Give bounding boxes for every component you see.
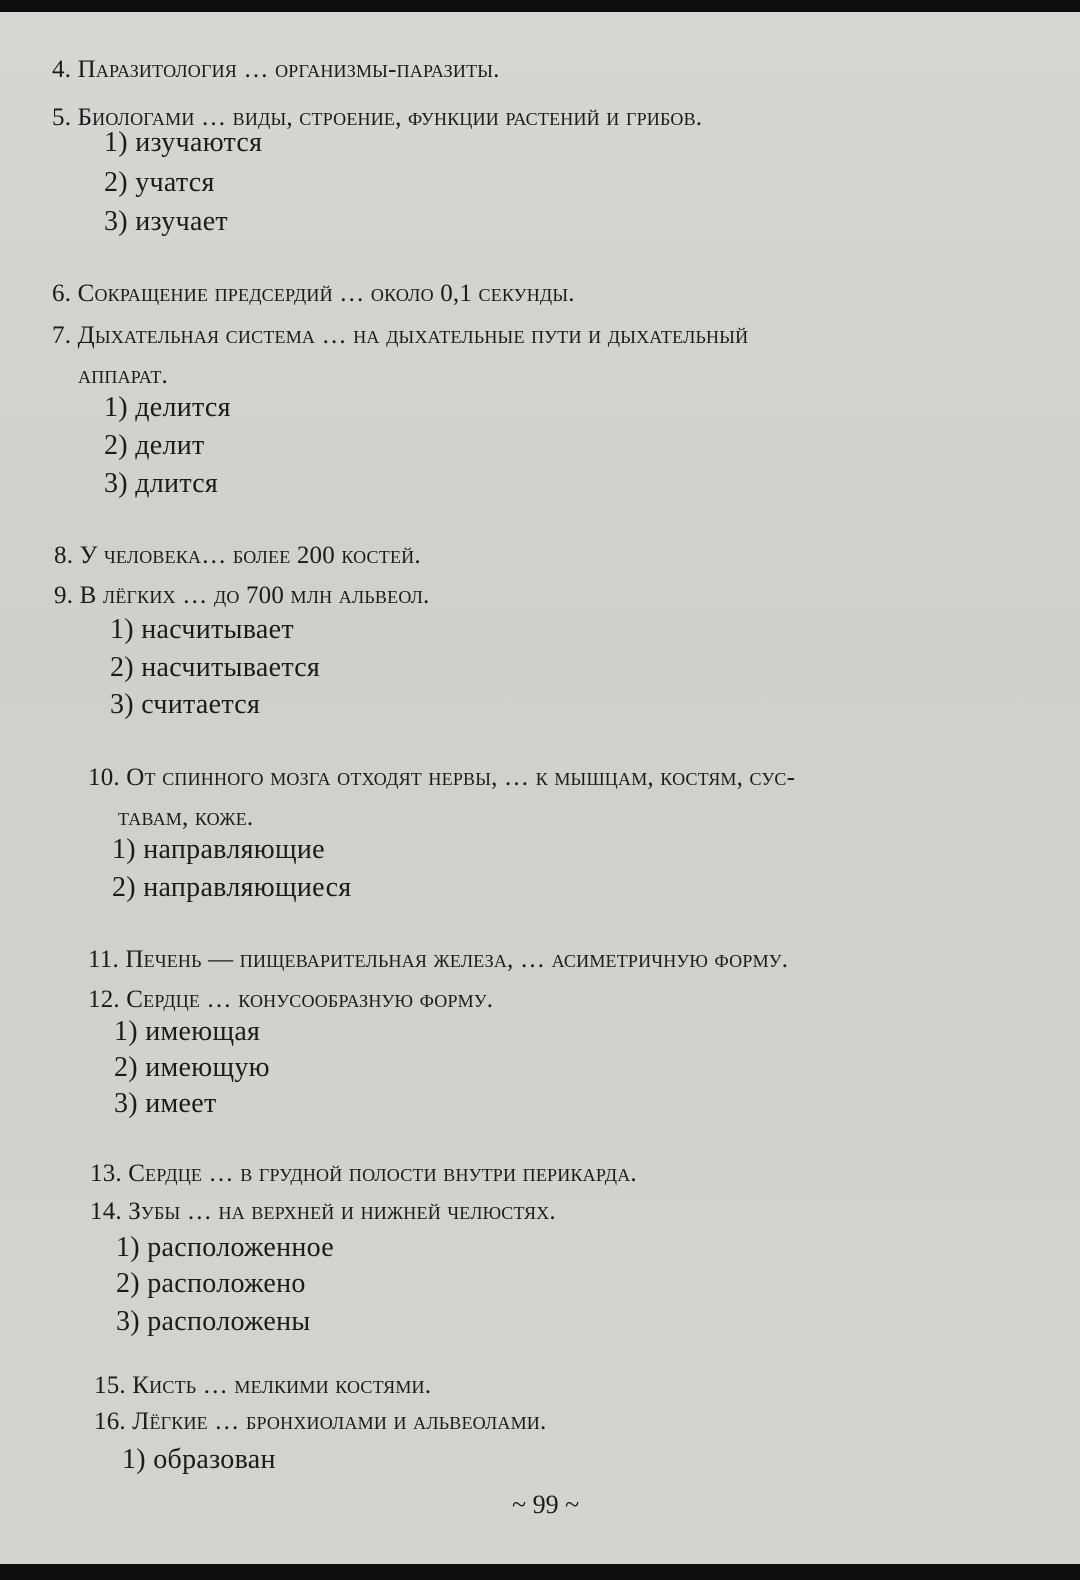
question-8: 8. У человека… более 200 костей. — [54, 542, 421, 569]
option-9-2: 2) насчитывается — [110, 652, 321, 683]
option-5-1: 1) изучаются — [104, 127, 263, 158]
option-9-1: 1) насчитывает — [110, 614, 294, 645]
option-7-3: 3) длится — [104, 468, 219, 499]
option-14-1: 1) расположенное — [116, 1232, 335, 1263]
option-10-2: 2) направляющиеся — [112, 872, 352, 903]
question-10-cont: тавам, коже. — [118, 804, 254, 831]
question-14: 14. Зубы … на верхней и нижней челюстях. — [90, 1198, 556, 1225]
option-12-2: 2) имеющую — [114, 1052, 270, 1083]
question-10: 10. От спинного мозга отходят нервы, … к мышцам, костям, сус- — [88, 764, 796, 791]
option-14-3: 3) расположены — [116, 1306, 311, 1337]
option-12-3: 3) имеет — [114, 1088, 217, 1119]
option-7-1: 1) делится — [104, 392, 231, 423]
question-12: 12. Сердце … конусообразную форму. — [88, 986, 494, 1013]
question-9: 9. В лёгких … до 700 млн альвеол. — [54, 582, 430, 609]
question-13: 13. Сердце … в грудной полости внутри перикарда. — [90, 1160, 637, 1187]
option-12-1: 1) имеющая — [114, 1016, 261, 1047]
question-16: 16. Лёгкие … бронхиолами и альвеолами. — [94, 1408, 547, 1435]
question-11: 11. Печень — пищеварительная железа, … асиметричную форму. — [88, 946, 789, 973]
question-4: 4. Паразитология … организмы-паразиты. — [52, 56, 500, 83]
question-7-cont: аппарат. — [78, 362, 168, 389]
option-16-1: 1) образован — [122, 1444, 276, 1475]
book-page — [0, 12, 1080, 1564]
question-7: 7. Дыхательная система … на дыхательные пути и дыхательный — [52, 322, 749, 349]
option-7-2: 2) делит — [104, 430, 205, 461]
option-10-1: 1) направляющие — [112, 834, 325, 865]
option-14-2: 2) расположено — [116, 1268, 306, 1299]
option-9-3: 3) считается — [110, 689, 261, 720]
question-15: 15. Кисть … мелкими костями. — [94, 1372, 432, 1399]
question-6: 6. Сокращение предсердий … около 0,1 секунды. — [52, 280, 575, 307]
page-number: ~ 99 ~ — [512, 1490, 580, 1519]
question-5: 5. Биологами … виды, строение, функции растений и грибов. — [52, 104, 703, 131]
option-5-3: 3) изучает — [104, 206, 228, 237]
option-5-2: 2) учатся — [104, 167, 215, 198]
